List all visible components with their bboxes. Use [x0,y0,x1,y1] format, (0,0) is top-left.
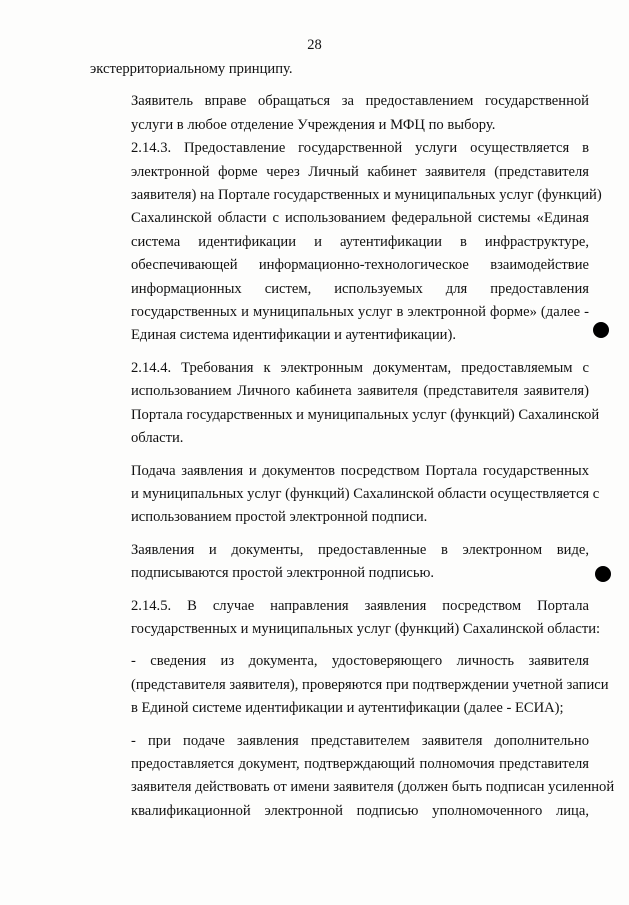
paragraph-continuation [90,58,589,81]
text-line: - сведения из документа, удостоверяющего личность заявителя [131,653,589,670]
paragraph-applicant-right [90,90,589,137]
text-line: области. [131,430,184,447]
scan-hole-mark [595,566,611,582]
text-line: экстерриториальному принципу. [90,61,293,77]
text-line: 2.14.5. В случае направления заявления посредством Портала [131,597,589,614]
text-line: квалификационной электронной подписью уполномоченного лица, [131,802,589,819]
paragraph-2-14-5 [90,595,601,642]
text-line: предоставляется документ, подтверждающий полномочия представителя [131,755,589,772]
paragraph-2-14-4 [90,357,600,451]
text-line: Заявления и документы, предоставленные в электронном виде, [131,541,589,558]
text-line: подписываются простой электронной подписью. [131,565,435,582]
scan-hole-mark [593,322,609,338]
paragraph-submission [90,460,600,530]
text-line: Сахалинской области с использованием федеральной системы «Единая [131,210,589,227]
text-line: информационных систем, используемых для предоставления [131,280,589,297]
text-line: Подача заявления и документов посредством Портала государственных [131,462,589,479]
text-line: государственных и муниципальных услуг (функций) Сахалинской области: [131,620,601,637]
text-line: Заявитель вправе обращаться за предоставлением государственной [131,93,589,110]
text-line: заявителя) на Портале государственных и муниципальных услуг (функций) [131,187,602,204]
text-line: услуги в любое отделение Учреждения и МФЦ по выбору. [131,116,496,133]
text-line: Портала государственных и муниципальных услуг (функций) Сахалинской [131,406,600,423]
text-line: государственных и муниципальных услуг в электронной форме» (далее - [131,304,589,321]
text-line: использованием Личного кабинета заявителя (представителя заявителя) [131,383,589,400]
paragraph-representative [90,730,615,824]
text-line: обеспечивающей информационно-технологическое взаимодействие [131,257,589,274]
text-line: и муниципальных услуг (функций) Сахалинской области осуществляется с [131,485,600,502]
document-body [90,58,615,823]
paragraph-signature [90,539,589,586]
text-line: использованием простой электронной подписи. [131,509,428,526]
text-line: заявителя действовать от имени заявителя (должен быть подписан усиленной [131,779,615,796]
text-line: система идентификации и аутентификации в инфраструктуре, [131,233,589,250]
text-line: электронной форме через Личный кабинет заявителя (представителя [131,163,589,180]
paragraph-identity-check [90,650,609,720]
text-line: Единая система идентификации и аутентификации). [131,327,456,344]
page-number: 28 [307,37,322,53]
text-line: 2.14.4. Требования к электронным документам, предоставляемым с [131,359,589,376]
text-line: 2.14.3. Предоставление государственной услуги осуществляется в [131,140,589,157]
paragraph-2-14-3 [90,137,602,348]
text-line: в Единой системе идентификации и аутентификации (далее - ЕСИА); [131,700,564,717]
text-line: (представителя заявителя), проверяются при подтверждении учетной записи [131,676,609,693]
text-line: - при подаче заявления представителем заявителя дополнительно [131,732,589,749]
